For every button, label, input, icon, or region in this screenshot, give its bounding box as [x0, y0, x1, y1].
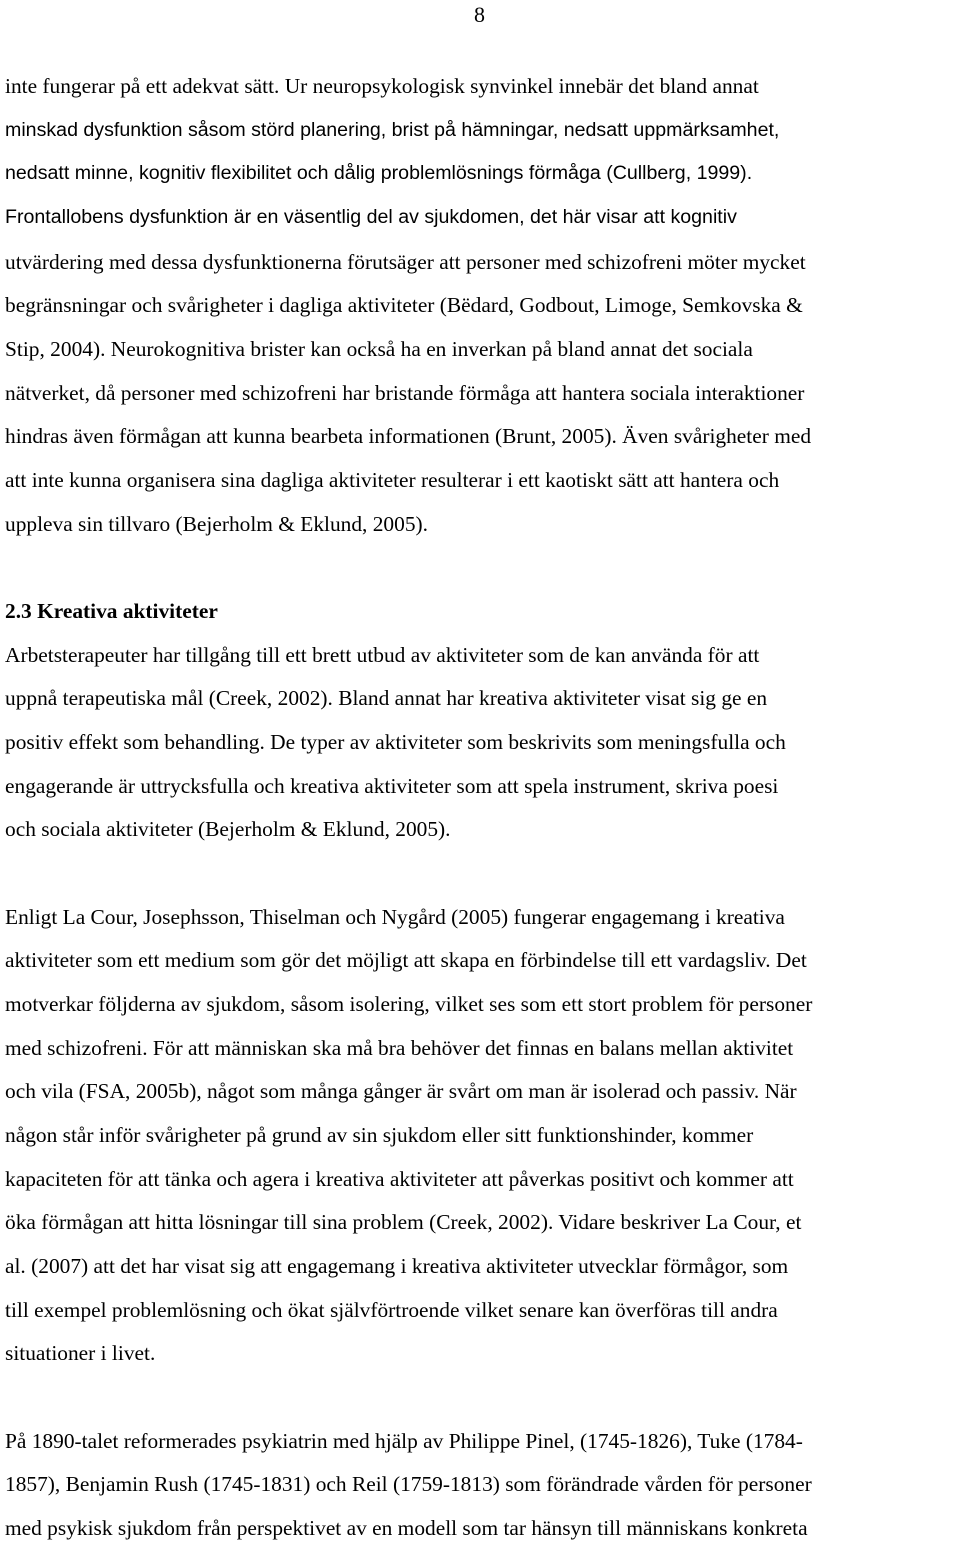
text-line: inte fungerar på ett adekvat sätt. Ur neuropsykologisk synvinkel innebär det bland annat	[5, 74, 759, 98]
text-line: någon står inför svårigheter på grund av sin sjukdom eller sitt funktionshinder, kommer	[5, 1123, 754, 1147]
text-line: och vila (FSA, 2005b), något som många gånger är svårt om man är isolerad och passiv. När	[5, 1079, 797, 1103]
text-line: uppleva sin tillvaro (Bejerholm & Eklund, 2005).	[5, 512, 428, 536]
text-line: med psykisk sjukdom från perspektivet av en modell som tar hänsyn till människans konkreta	[5, 1516, 808, 1540]
text-line: begränsningar och svårigheter i dagliga aktiviteter (Bëdard, Godbout, Limoge, Semkovska &	[5, 293, 803, 317]
text-line: kapaciteten för att tänka och agera i kreativa aktiviteter att påverkas positivt och kommer att	[5, 1167, 794, 1191]
text-line: uppnå terapeutiska mål (Creek, 2002). Bland annat har kreativa aktiviteter visat sig ge en	[5, 686, 768, 710]
text-line: utvärdering med dessa dysfunktionerna förutsäger att personer med schizofreni möter mycket	[5, 250, 806, 274]
text-line: På 1890-talet reformerades psykiatrin med hjälp av Philippe Pinel, (1745-1826), Tuke (1784-	[5, 1429, 803, 1453]
text-line: al. (2007) att det har visat sig att engagemang i kreativa aktiviteter utvecklar förmågor, som	[5, 1254, 789, 1278]
text-line: minskad dysfunktion såsom störd planering, brist på hämningar, nedsatt uppmärksamhet,	[5, 119, 780, 141]
text-line: situationer i livet.	[5, 1341, 156, 1365]
text-line: till exempel problemlösning och ökat självförtroende vilket senare kan överföras till andra	[5, 1298, 778, 1322]
text-line: att inte kunna organisera sina dagliga aktiviteter resulterar i ett kaotiskt sätt att hantera och	[5, 468, 780, 492]
text-line: hindras även förmågan att kunna bearbeta informationen (Brunt, 2005). Även svårigheter med	[5, 424, 812, 448]
text-line: Enligt La Cour, Josephsson, Thiselman och Nygård (2005) fungerar engagemang i kreativa	[5, 905, 785, 929]
text-line: nedsatt minne, kognitiv flexibilitet och dålig problemlösnings förmåga (Cullberg, 1999).	[5, 162, 753, 184]
text-line: öka förmågan att hitta lösningar till sina problem (Creek, 2002). Vidare beskriver La Cour, et	[5, 1210, 802, 1234]
text-line: och sociala aktiviteter (Bejerholm & Eklund, 2005).	[5, 817, 451, 841]
page-number: 8	[474, 2, 485, 27]
text-line: motverkar följderna av sjukdom, såsom isolering, vilket ses som ett stort problem för personer	[5, 992, 813, 1016]
text-line: Frontallobens dysfunktion är en väsentlig del av sjukdomen, det här visar att kognitiv	[5, 206, 737, 228]
text-line: Arbetsterapeuter har tillgång till ett brett utbud av aktiviteter som de kan använda för att	[5, 643, 760, 667]
text-line: Stip, 2004). Neurokognitiva brister kan också ha en inverkan på bland annat det sociala	[5, 337, 753, 361]
text-line: nätverket, då personer med schizofreni har bristande förmåga att hantera sociala interaktioner	[5, 381, 805, 405]
text-line: engagerande är uttrycksfulla och kreativa aktiviteter som att spela instrument, skriva poesi	[5, 774, 779, 798]
text-line: 1857), Benjamin Rush (1745-1831) och Reil (1759-1813) som förändrade vården för personer	[5, 1472, 812, 1496]
text-line: aktiviteter som ett medium som gör det möjligt att skapa en förbindelse till ett vardagsliv. Det	[5, 948, 807, 972]
text-line: med schizofreni. För att människan ska må bra behöver det finnas en balans mellan aktivitet	[5, 1036, 794, 1060]
section-heading: 2.3 Kreativa aktiviteter	[5, 599, 218, 623]
text-line: positiv effekt som behandling. De typer av aktiviteter som beskrivits som meningsfulla och	[5, 730, 786, 754]
